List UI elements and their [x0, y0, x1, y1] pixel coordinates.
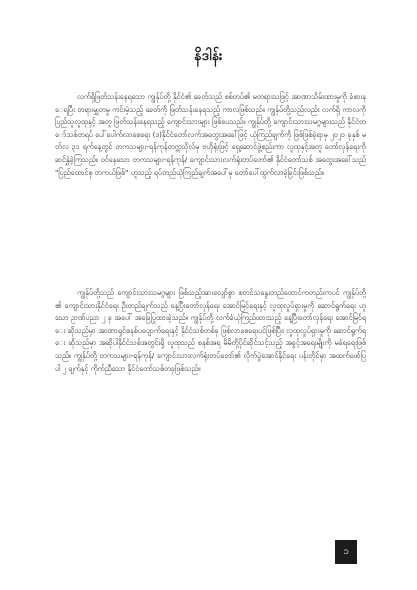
paragraph-1: လက်ရှိဖြတ်သန်းနေရသော ကျွန်ုပ်တို့ နိုင်ငံ၏ ခေတ်သည် စစ်တပ်၏ မတရားသဖြင့် အာဏာသိမ်းထားမှုကို ခံစားနေရပြီး တရားမျှတမှု ကင်းမဲ့သည့် ခေတ်ကို ဖြတ်သန်းနေရသည့် ကာလဖြစ်သည်။ ကျွန်ုပ်တို့သည်လည်း လက်ရှိ ကာလကို ပြည်သူလူထုနှင့် အတူ ဖြတ်သန်းနေရသည့် ကျောင်းသားများ ဖြစ်ပေသည်။ ကျွန်ုပ်တို့ ကျောင်းသားသမဂ္ဂများသည် နိုင်ငံတော်သစ်တရပ် ပေါ်ပေါက်လာစေရေး (ဒ)နိုင်ငံတော်လက်အတွေးအခေါ်ဖြင့် ယုံကြည်ချက်ကို ဖြစ်ဖြစ်ခဲ့ရာမှ ၂၀၂၁ ခုနှစ် မတ်လ ၃၁ ရက်နေ့တွင် တကသများ-ရန်ကုန်တက္ကသိုလ်မှ ဗဟိုရုံးဖြင့် ရှေ့ဆောင်ဖွဲ့စည်းကာ လူထုနှင့်အတူ တော်လှန်ရေးကို ဆင်နွှဲခဲ့ကြသည်။ ဝင်နေသော တကသများ-ရန်ကုန်/ ကျောင်းသားလက်ရုံးတပ်တော်၏ နိုင်ငံတော်သစ် အတွေးအခေါ်သည် "ပြည်ထောင်စု တကယ်ဖြစ်" ဟူသည့် ရပ်တည်ယုံကြည်ချက်အပေါ်မှ တော်ပေါ်ထွက်လာခဲ့ခြင်းဖြစ်သည်။ — [55, 92, 366, 177]
page-title: နိဒါန်း — [194, 48, 223, 64]
paragraph-2: ကျွန်ုပ်တို့သည် ကျောင်းသားသမဂ္ဂများ ဖြစ်သည့်အားလျော်စွာ စတင်သနွေးတည်ထောင်ကတည်းကပင် ကျွန်ုပ်တို့၏ ကျောင်းသားနိုင်ငံရေး ဦးတည်ချက်သည် နေ့ပြီးတော်လှန်ရေး အောင်မြင်ရေးနှင့် လူထုလှုပ်ရှားမှုကို ဆောင်ရွက်ရေး ဟူသော ဥာဏ်ပညာ ၂ ခု အပေါ် အခြေပြုထားခဲ့သည်။ ကျွန်ုပ်တို့ လက်ခံယုံကြည်ထားသည့် နေ့ပြီးတော်လှန်ရေး အောင်မြင်ရေး ဆိုသည်မှာ အာဏာရှင်စနစ်ပပျောက်ရေးနှင့် နိုင်ငံသစ်တစ်ခု ဖြစ်လာစေရေးပင်ဖြစ်ပြီး၊ လူထုလှုပ်ရှားမှုကို ဆောင်ရွက်ရေး ဆိုသည်မှာ အဆိုပါနိုင်ငံသစ်အတွင်းရှိ လူထုသည် စနစ်အရ မိမိတို့ပိုင်ဆိုင်သင့်သည့် အခွင့်အရေးမျိုးကို မခံရရေးဖြစ်သည်။ ကျွန်ုပ်တို့ တကသများ-ရန်ကုန်/ ကျောင်းသားလက်ရုံးတပ်တော်၏ လိုက်ပွဲအောင်နိုင်ရေး ပန်းတိုင်မှာ အထက်ဖော်ပြပါ ၂ ချက်နှင့် ကိုက်ညီသော နိုင်ငံတော်သစ်တခုဖြစ်သည်။ — [55, 288, 366, 373]
page-number-badge — [335, 540, 357, 564]
page-number: ၁ — [343, 546, 349, 557]
